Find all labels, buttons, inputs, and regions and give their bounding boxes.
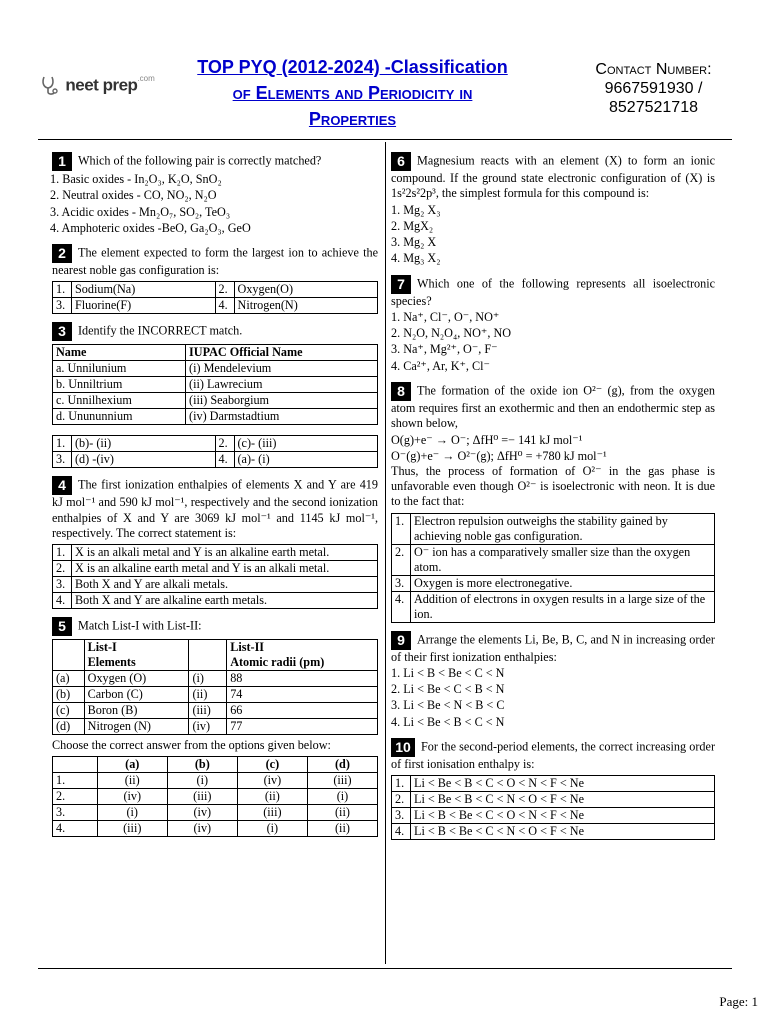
question-number: 7: [391, 275, 411, 294]
question-number: 4: [52, 476, 72, 495]
question-1: [52, 152, 378, 236]
option: 4. Amphoteric oxides -BeO, Ga₂O₃, GeO: [50, 220, 251, 235]
options-table: [391, 775, 715, 840]
question-text: The formation of the oxide ion O²⁻ (g), from the oxygen atom requires first an exothermic and then an endothermic step as shown below,: [391, 383, 715, 430]
option: 3. Acidic oxides - Mn₂O₇, SO₂, TeO₃: [50, 204, 231, 219]
question-text: The element expected to form the largest ion to achieve the nearest noble gas configuration is:: [52, 245, 378, 277]
table-row: a. Unnilunium (i) Mendelevium: [53, 361, 378, 377]
table-row: b. Unniltrium (ii) Lawrecium: [53, 377, 378, 393]
option: 1. Na⁺, Cl⁻, O⁻, NO⁺: [391, 309, 500, 324]
option: 2. Li < Be < C < B < N: [391, 682, 505, 696]
table-header: List-I Elements List-II Atomic radii (pm): [53, 640, 378, 671]
left-column: [52, 152, 378, 845]
table-row: 1. (b)- (ii) 2. (c)- (iii): [53, 436, 378, 452]
question-number: 2: [52, 244, 72, 263]
question-text: Magnesium reacts with an element (X) to form an ionic compound. If the ground state electronic configuration of (X) is 1s²2s²2p³, the simplest formula for this compound is:: [391, 153, 715, 201]
match-table: [52, 344, 378, 425]
table-row: d. Unununnium (iv) Darmstadtium: [53, 409, 378, 425]
option: 4. Mg₃ X₂: [391, 251, 441, 266]
stethoscope-icon: [40, 74, 62, 96]
question-number: 10: [391, 738, 415, 757]
table-row: 2. O⁻ ion has a comparatively smaller size than the oxygen atom.: [392, 544, 715, 575]
question-6: [391, 152, 715, 267]
contact-phone-2: 8527521718: [609, 99, 698, 116]
question-text: For the second-period elements, the correct increasing order of first ionisation enthalpy is:: [391, 739, 715, 771]
right-column: [391, 152, 715, 848]
answer-table: [52, 756, 378, 837]
table-row: 4. Addition of electrons in oxygen results in a large size of the ion.: [392, 591, 715, 622]
title-line-2: of Elements and Periodicity in: [232, 83, 473, 103]
question-number: 9: [391, 631, 411, 650]
equation-2: O⁻(g)+e⁻ → O²⁻(g); ΔfH⁰ = +780 kJ mol⁻¹: [391, 448, 607, 463]
options-table: [52, 544, 378, 609]
table-row: 3. Li < B < Be < C < O < N < F < Ne: [392, 808, 715, 824]
table-header: Name IUPAC Official Name: [53, 345, 378, 361]
table-row: 4. (iii) (iv) (i) (ii): [53, 821, 378, 837]
question-9: [391, 631, 715, 730]
table-row: (a) Oxygen (O) (i) 88: [53, 671, 378, 687]
brand-sub: .com: [137, 74, 155, 83]
table-row: 4. Li < B < Be < C < N < O < F < Ne: [392, 824, 715, 840]
question-number: 6: [391, 152, 411, 171]
table-row: 3. (d) -(iv) 4. (a)- (i): [53, 452, 378, 468]
header-divider: [38, 139, 732, 140]
question-2: [52, 244, 378, 314]
list-match-table: [52, 639, 378, 735]
option: 3. Mg₂ X: [391, 235, 437, 249]
option: 4. Ca²⁺, Ar, K⁺, Cl⁻: [391, 358, 490, 373]
table-row: 3. (i) (iv) (iii) (ii): [53, 805, 378, 821]
table-row: (b) Carbon (C) (ii) 74: [53, 687, 378, 703]
question-8: [391, 382, 715, 623]
equation-1: O(g)+e⁻ → O⁻; ΔfH⁰ =− 141 kJ mol⁻¹: [391, 433, 583, 448]
option: 3. Na⁺, Mg²⁺, O⁻, F⁻: [391, 342, 498, 357]
question-text: Which one of the following represents all isoelectronic species?: [391, 275, 715, 308]
option: 2. N₂O, N₂O₄, NO⁺, NO: [391, 326, 512, 340]
table-row: (d) Nitrogen (N) (iv) 77: [53, 719, 378, 735]
page-title: [145, 54, 560, 132]
table-row: 3. Oxygen is more electronegative.: [392, 575, 715, 591]
question-7: [391, 275, 715, 374]
question-number: 8: [391, 382, 411, 401]
question-text: Identify the INCORRECT match.: [78, 323, 243, 338]
table-row: 1. X is an alkali metal and Y is an alkaline earth metal.: [53, 545, 378, 561]
question-text: Arrange the elements Li, Be, B, C, and N in increasing order of their first ionization enthalpies:: [391, 631, 715, 664]
question-5: [52, 617, 378, 837]
question-4: [52, 476, 378, 609]
option: 2. Neutral oxides - CO, NO₂, N₂O: [50, 188, 217, 203]
table-row: 3. Both X and Y are alkali metals.: [53, 577, 378, 593]
contact-phone-1: 9667591930 /: [604, 80, 703, 97]
table-row: 1. Li < Be < B < C < O < N < F < Ne: [392, 776, 715, 792]
question-instruction: Choose the correct answer from the options given below:: [52, 738, 331, 752]
option: 1. Mg₂ X₃: [391, 202, 441, 217]
question-number: 3: [52, 322, 72, 341]
option: 2. MgX₂: [391, 218, 434, 233]
question-text: The first ionization enthalpies of elements X and Y are 419 kJ mol⁻¹ and 590 kJ mol⁻¹, respectively and the second ionization enthalpies of X and Y are 3069 kJ mol⁻¹ and 1145 kJ mol⁻¹, respectively. The correct statement is:: [52, 477, 378, 540]
options-table: [391, 513, 715, 623]
table-row: 3. Fluorine(F) 4. Nitrogen(N): [53, 298, 378, 314]
question-number: 1: [52, 152, 72, 171]
table-row: 1. Electron repulsion outweighs the stability gained by achieving noble gas configuration.: [392, 513, 715, 544]
page-number: Page: 1: [719, 994, 758, 1009]
option: 4. Li < Be < B < C < N: [391, 714, 505, 729]
column-divider: [385, 142, 386, 964]
option: 1. Li < B < Be < C < N: [391, 665, 505, 680]
question-3: [52, 322, 378, 468]
neetprep-logo: [40, 74, 155, 96]
title-line-3: Properties: [308, 109, 397, 129]
question-10: [391, 738, 715, 840]
contact-block: [566, 60, 741, 117]
option: 1. Basic oxides - In₂O₃, K₂O, SnO₂: [50, 172, 222, 186]
table-row: (c) Boron (B) (iii) 66: [53, 703, 378, 719]
table-row: 1. Sodium(Na) 2. Oxygen(O): [53, 282, 378, 298]
brand-name: neet prep: [65, 75, 138, 95]
table-row: 4. Both X and Y are alkaline earth metals.: [53, 593, 378, 609]
title-line-1: TOP PYQ (2012-2024) -Classification: [197, 57, 508, 77]
contact-label: Contact Number:: [595, 61, 712, 78]
options-table: [52, 435, 378, 468]
table-row: c. Unnilhexium (iii) Seaborgium: [53, 393, 378, 409]
options-table: [52, 281, 378, 314]
page-header: [0, 0, 768, 140]
footer-divider: [38, 968, 732, 969]
table-header: (a) (b) (c) (d): [53, 757, 378, 773]
question-text-continued: Thus, the process of formation of O²⁻ in the gas phase is unfavorable even though O²⁻ is isoelectronic with neon. It is due to the fact that:: [391, 463, 715, 509]
question-text: Match List-I with List-II:: [78, 618, 202, 633]
table-row: 2. (iv) (iii) (ii) (i): [53, 789, 378, 805]
table-row: 1. (ii) (i) (iv) (iii): [53, 773, 378, 789]
table-row: 2. X is an alkaline earth metal and Y is an alkali metal.: [53, 561, 378, 577]
option: 3. Li < Be < N < B < C: [391, 698, 505, 713]
table-row: 2. Li < Be < B < C < N < O < F < Ne: [392, 792, 715, 808]
question-number: 5: [52, 617, 72, 636]
question-text: Which of the following pair is correctly matched?: [78, 153, 322, 168]
